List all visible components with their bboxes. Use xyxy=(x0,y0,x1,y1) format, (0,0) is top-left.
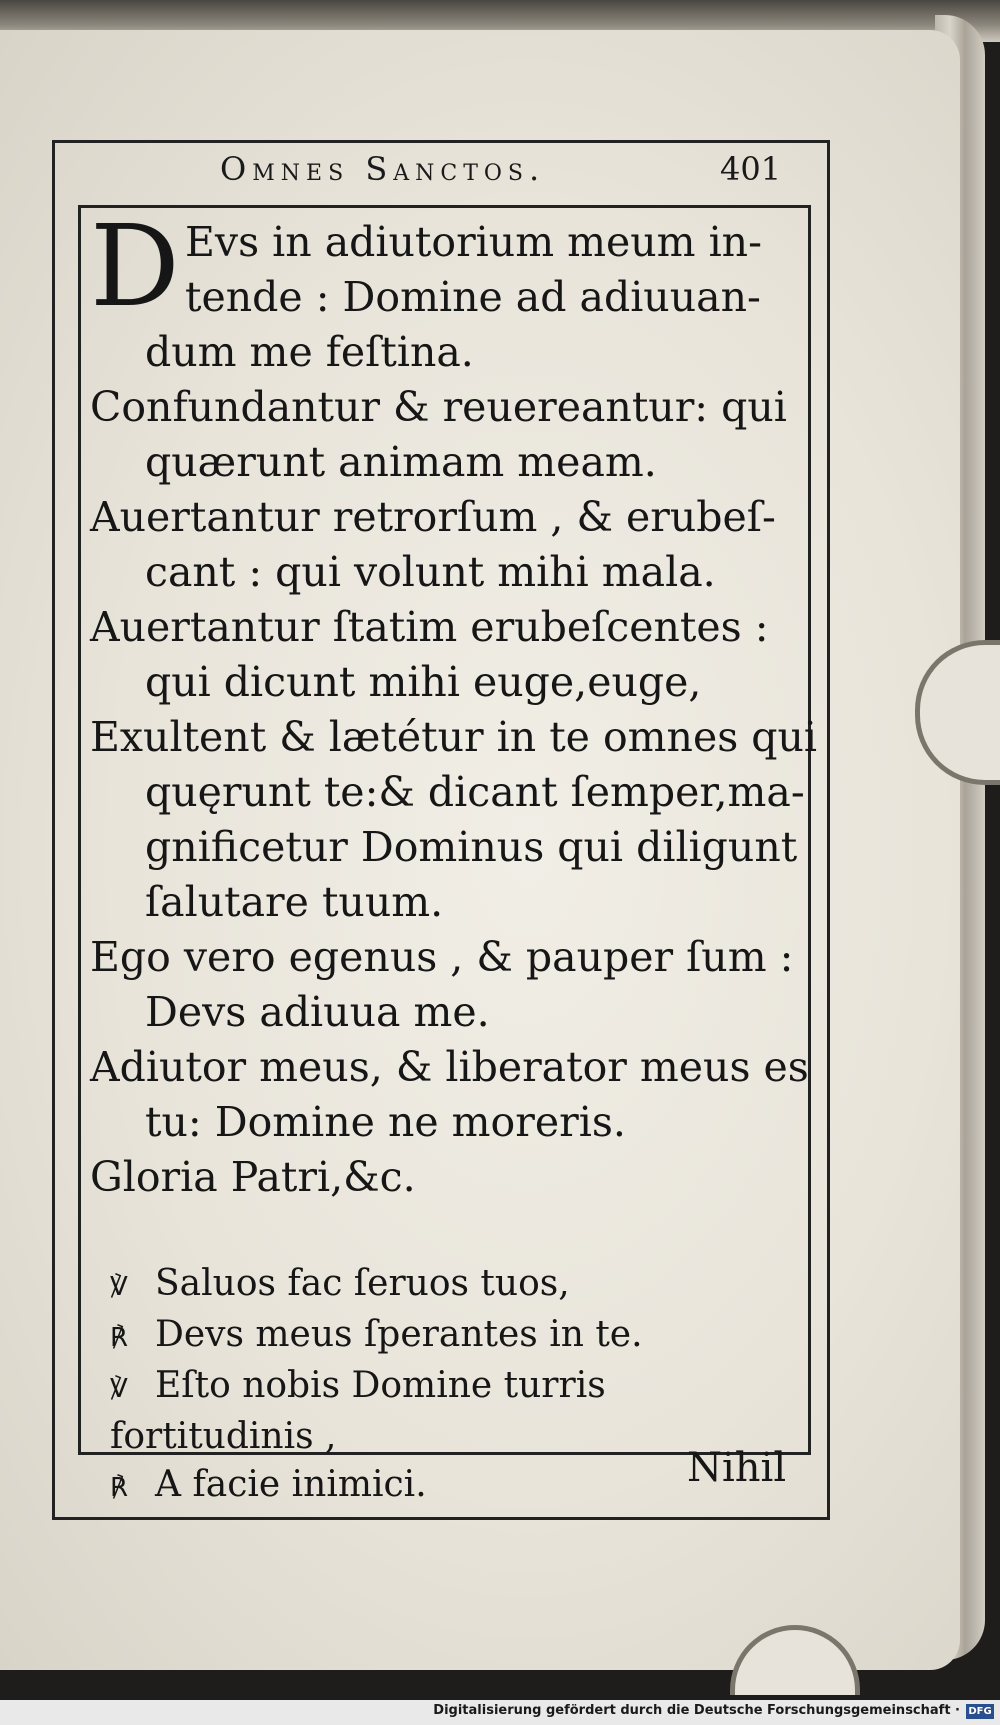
text-line: gnificetur Dominus qui diligunt xyxy=(145,823,798,871)
text-line: tende : Domine ad adiuuan- xyxy=(185,273,761,321)
text-line: Evs in adiutorium meum in- xyxy=(185,218,762,266)
text-line: Adiutor meus, & liberator meus es xyxy=(90,1043,809,1091)
versicle-text: Eſto nobis Domine turris fortitudinis , xyxy=(110,1365,606,1457)
text-line: Auertantur retrorſum , & erubeſ- xyxy=(90,493,776,541)
response-icon: ℟ xyxy=(110,1323,128,1353)
text-line: qui dicunt mihi euge,euge, xyxy=(145,658,702,706)
versicle-text: Saluos fac ſeruos tuos, xyxy=(155,1263,570,1304)
text-line: dum me feſtina. xyxy=(145,328,474,376)
versicle-icon: ℣ xyxy=(110,1374,128,1404)
versicle-row xyxy=(110,1260,810,1311)
funding-credit: Digitalisierung gefördert durch die Deutsche Forschungsgemeinschaft · xyxy=(433,1703,960,1718)
text-line: ſalutare tuum. xyxy=(145,878,444,926)
text-line: Confundantur & reuereantur: qui xyxy=(90,383,787,431)
versicle-icon: ℣ xyxy=(110,1272,128,1302)
text-line: Gloria Patri,&c. xyxy=(90,1153,416,1201)
psalm-text xyxy=(90,202,818,1205)
text-line: Devs adiuua me. xyxy=(145,988,490,1036)
text-line: Auertantur ſtatim erubeſcentes : xyxy=(90,603,769,651)
dfg-logo: DFG xyxy=(966,1704,994,1719)
text-line: Exultent & lætétur in te omnes qui xyxy=(90,713,818,761)
text-line: quærunt animam meam. xyxy=(145,438,657,486)
running-title: Omnes Sanctos. xyxy=(220,150,546,188)
page-number: 401 xyxy=(720,150,782,188)
text-line: cant : qui volunt mihi mala. xyxy=(145,548,716,596)
response-text: A facie inimici. xyxy=(155,1464,427,1505)
text-line: Ego vero egenus , & pauper ſum : xyxy=(90,933,794,981)
drop-cap: D xyxy=(90,202,180,332)
text-line: quęrunt te:& dicant ſemper,ma- xyxy=(145,768,805,816)
text-line: tu: Domine ne moreris. xyxy=(145,1098,626,1146)
response-icon: ℟ xyxy=(110,1473,128,1503)
response-text: Devs meus ſperantes in te. xyxy=(155,1314,643,1355)
response-row xyxy=(110,1311,810,1362)
catchword: Nihil xyxy=(687,1445,787,1491)
